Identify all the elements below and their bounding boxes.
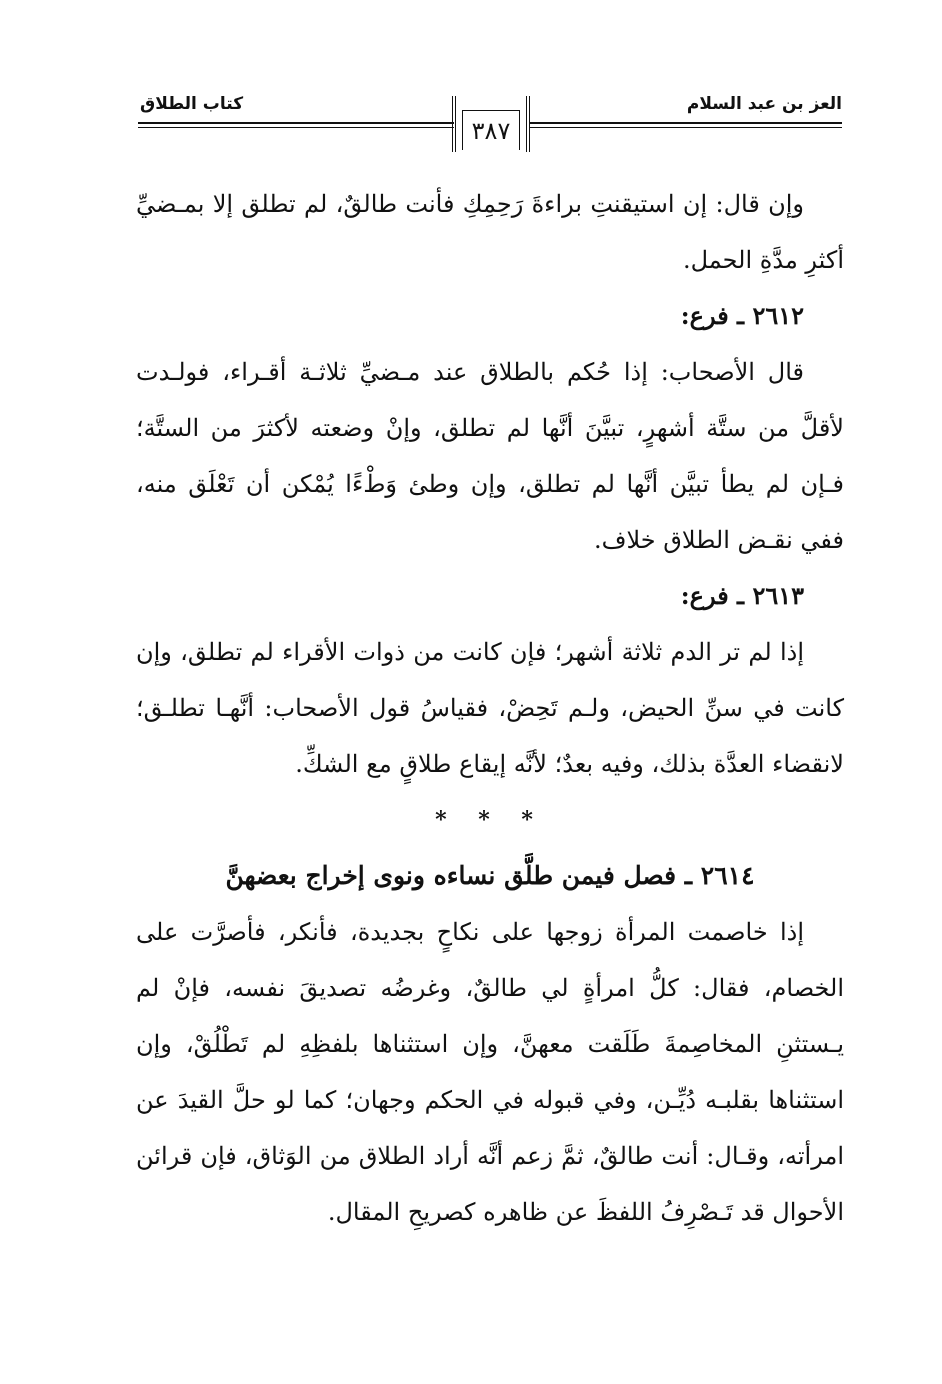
page-number-frame xyxy=(452,96,530,152)
chapter-running-title: كتاب الطلاق xyxy=(140,94,244,114)
header-rule-left xyxy=(138,122,454,124)
page-header xyxy=(0,0,942,160)
section-separator: * * * xyxy=(435,807,545,833)
branch-heading-2613: ٢٦١٣ ـ فرع: xyxy=(680,581,804,610)
header-rule-right xyxy=(530,122,842,124)
header-rule-right-thin xyxy=(530,127,842,128)
paragraph-4: إذا خاصمت المرأة زوجها على نكاحٍ بجديدة، فأنكر، فأصرَّت على الخصام، فقال: كلُّ امرأةٍ لي طالقٌ، وغرضُه تصديقَ نفسه، فإنْ لم يـستثنِ المخاصِمةَ طَلَقت معهنَّ، وإن استثناها بلفظِهِ لم تَطْلُقْ، وإن استثناها بقلبـه دُيِّـن، وفي قبوله في الحكم وجهان؛ كما لو حلَّ القيدَ عن امرأته، وقـال: أنت طالقٌ، ثمَّ زعم أنَّه أراد الطلاق من الوَثاق، فإن قرائن الأحوال قد تَـصْرِفُ اللفظَ عن ظاهره كصريحِ المقال. xyxy=(136,918,844,1226)
paragraph-1: وإن قال: إن استيقنتِ براءةَ رَحِمِكِ فأنت طالقٌ، لم تطلق إلا بمـضيِّ أكثرِ مدَّةِ الحمل. xyxy=(136,190,844,274)
paragraph-3: إذا لم تر الدم ثلاثة أشهر؛ فإن كانت من ذوات الأقراء لم تطلق، وإن كانت في سنِّ الحيض، ولـم تَحِضْ، فقياسُ قول الأصحاب: أنَّهـا تطلـق؛ لانقضاء العدَّة بذلك، وفيه بعدٌ؛ لأنَّه إيقاع طلاقٍ مع الشكِّ. xyxy=(136,638,844,778)
header-rule-left-thin xyxy=(138,127,454,128)
page-number: ٣٨٧ xyxy=(462,110,520,150)
section-title-2614: ٢٦١٤ ـ فصل فيمن طلَّق نساءه ونوى إخراج بعضهنَّ xyxy=(225,861,755,890)
page-body xyxy=(136,176,844,1240)
author-running-title: العز بن عبد السلام xyxy=(686,94,842,114)
paragraph-2: قال الأصحاب: إذا حُكم بالطلاق عند مـضيِّ ثلاثـة أقـراء، فولـدت لأقلَّ من ستَّة أشهرٍ، تبيَّنَ أنَّها لم تطلق، وإنْ وضعته لأكثرَ من الستَّة؛ فـإن لم يطأ تبيَّن أنَّها لم تطلق، وإن وطئ وَطْءًا يُمْكن أن تَعْلَق منه، ففي نقـض الطلاق خلاف. xyxy=(136,358,844,554)
branch-heading-2612: ٢٦١٢ ـ فرع: xyxy=(680,301,804,330)
